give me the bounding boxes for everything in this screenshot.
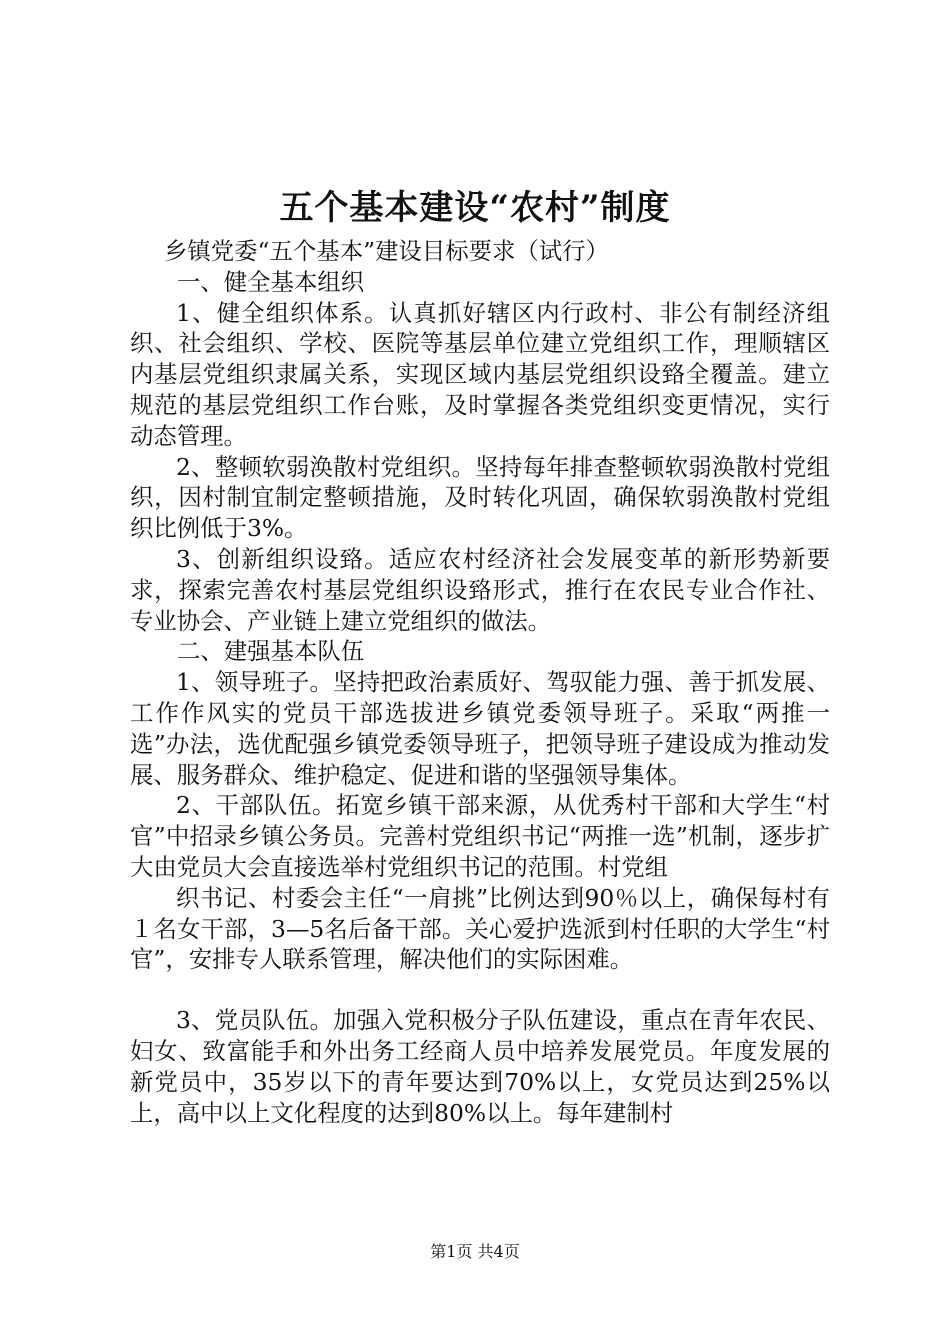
section-heading: 二、建强基本队伍 [177,637,365,666]
paragraph: 1、领导班子。坚持把政治素质好、驾驭能力强、善于抓发展、工作作风实的党员干部选拔进乡镇党委领导班子。采取“两推一选”办法，选优配强乡镇党委领导班子，把领导班子建设成为推动发展、服务群众、维护稳定、促进和谐的坚强领导集体。 [130,668,830,789]
section-heading: 一、健全基本组织 [177,267,365,296]
document-subtitle: 乡镇党委“五个基本”建设目标要求（试行） [164,237,609,265]
paragraph-gap [130,975,830,1005]
document-body [130,236,830,1128]
paragraph: 2、整顿软弱涣散村党组织。坚持每年排查整顿软弱涣散村党组织，因村制宜制定整顿措施，及时转化巩固，确保软弱涣散村党组织比例低于3%。 [130,452,830,543]
document-title: 五个基本建设“农村”制度 [279,188,671,228]
paragraph: 3、创新组织设臵。适应农村经济社会发展变革的新形势新要求，探索完善农村基层党组织设臵形式，推行在农民专业合作社、专业协会、产业链上建立党组织的做法。 [130,544,830,635]
page-number: 第1页 共4页 [430,1242,520,1261]
paragraph: 1、健全组织体系。认真抓好辖区内行政村、非公有制经济组织、社会组织、学校、医院等基层单位建立党组织工作，理顺辖区内基层党组织隶属关系，实现区域内基层党组织设臵全覆盖。建立规范的基层党组织工作台账，及时掌握各类党组织变更情况，实行动态管理。 [130,298,830,450]
paragraph: 3、党员队伍。加强入党积极分子队伍建设，重点在青年农民、妇女、致富能手和外出务工经商人员中培养发展党员。年度发展的新党员中，35岁以下的青年要达到70%以上，女党员达到25%以上，高中以上文化程度的达到80%以上。每年建制村 [130,1006,830,1127]
paragraph: 织书记、村委会主任“一肩挑”比例达到90％以上，确保每村有１名女干部，3—5名后备干部。关心爱护选派到村任职的大学生“村官”，安排专人联系管理，解决他们的实际困难。 [130,883,830,974]
paragraph: 2、干部队伍。拓宽乡镇干部来源，从优秀村干部和大学生“村官”中招录乡镇公务员。完善村党组织书记“两推一选”机制，逐步扩大由党员大会直接选举村党组织书记的范围。村党组 [130,791,830,881]
